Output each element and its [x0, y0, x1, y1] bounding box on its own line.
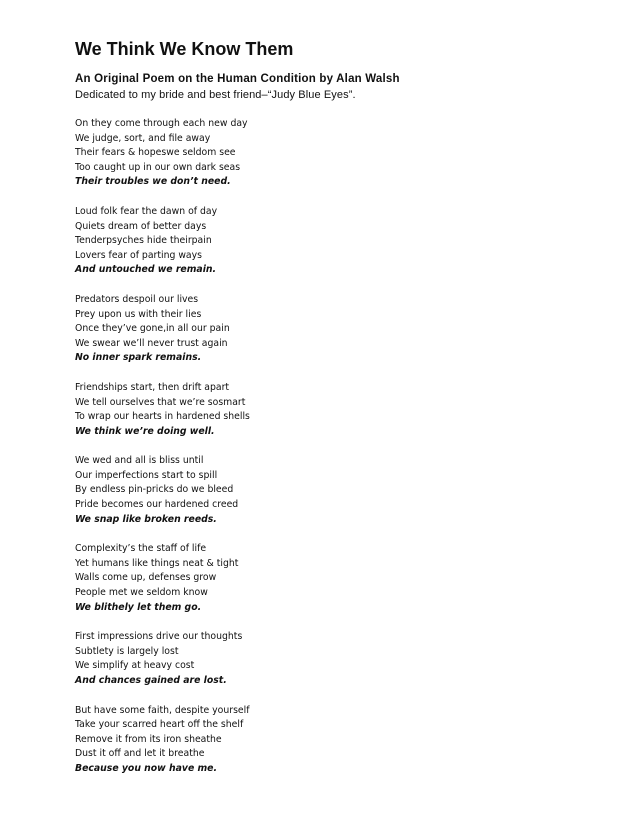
poem-line: Our imperfections start to spill: [75, 469, 218, 481]
poem-line: Tenderpsyches hide theirpain: [75, 235, 212, 247]
poem-line: Take your scarred heart off the shelf: [75, 719, 244, 731]
poem-line: To wrap our hearts in hardened shells: [75, 411, 250, 423]
poem-line: Too caught up in our own dark seas: [75, 161, 241, 173]
poem-line: By endless pin-pricks do we bleed: [75, 484, 234, 496]
poem-line: Complexity’s the staff of life: [75, 543, 207, 555]
poem-line: Friendships start, then drift apart: [75, 381, 230, 393]
dedication: Dedicated to my bride and best friend–“Judy Blue Eyes”.: [75, 89, 356, 101]
poem-line: Quiets dream of better days: [75, 220, 207, 232]
poem-body: [75, 117, 595, 777]
poem-line: Remove it from its iron sheathe: [75, 733, 222, 745]
poem-line: We tell ourselves that we’re sosmart: [75, 396, 246, 408]
poem-line: Yet humans like things neat & tight: [75, 557, 239, 569]
poem-line: Predators despoil our lives: [75, 293, 199, 305]
poem-line: On they come through each new day: [75, 118, 248, 129]
poem-line: Their fears & hopeswe seldom see: [75, 147, 236, 159]
stanza-refrain: Their troubles we don’t need.: [75, 176, 231, 188]
stanza: [75, 630, 595, 688]
stanza: [75, 454, 595, 527]
poem-line: Prey upon us with their lies: [75, 308, 202, 320]
stanza-refrain: And chances gained are lost.: [75, 675, 227, 686]
poem-line: We judge, sort, and file away: [75, 132, 211, 144]
stanza: [75, 542, 595, 615]
poem-line: People met we seldom know: [75, 587, 208, 599]
stanza-refrain: We snap like broken reeds.: [75, 513, 217, 525]
poem-line: Loud folk fear the dawn of day: [75, 205, 218, 217]
stanza: [75, 117, 595, 190]
stanza-refrain: We blithely let them go.: [75, 601, 202, 613]
stanza-refrain: We think we’re doing well.: [75, 425, 215, 437]
poem-line: But have some faith, despite yourself: [75, 704, 250, 716]
stanza-refrain: And untouched we remain.: [75, 264, 217, 276]
poem-line: Dust it off and let it breathe: [75, 748, 205, 760]
stanza-refrain: No inner spark remains.: [75, 352, 202, 364]
stanza: [75, 293, 595, 366]
poem-subtitle: An Original Poem on the Human Condition by Alan Walsh: [75, 73, 400, 85]
poem-line: Once they’ve gone,in all our pain: [75, 323, 230, 335]
poem-line: First impressions drive our thoughts: [75, 631, 243, 643]
stanza: [75, 704, 595, 777]
poem-line: Pride becomes our hardened creed: [75, 499, 239, 511]
poem-title: We Think We Know Them: [75, 39, 294, 59]
stanza: [75, 205, 595, 278]
poem-page: [75, 38, 595, 792]
poem-line: We swear we’ll never trust again: [75, 337, 228, 349]
poem-line: Walls come up, defenses grow: [75, 572, 217, 584]
poem-line: We wed and all is bliss until: [75, 455, 204, 467]
stanza: [75, 381, 595, 439]
poem-line: Lovers fear of parting ways: [75, 249, 202, 261]
poem-line: Subtlety is largely lost: [75, 645, 179, 657]
poem-line: We simplify at heavy cost: [75, 660, 195, 672]
stanza-refrain: Because you now have me.: [75, 762, 218, 774]
